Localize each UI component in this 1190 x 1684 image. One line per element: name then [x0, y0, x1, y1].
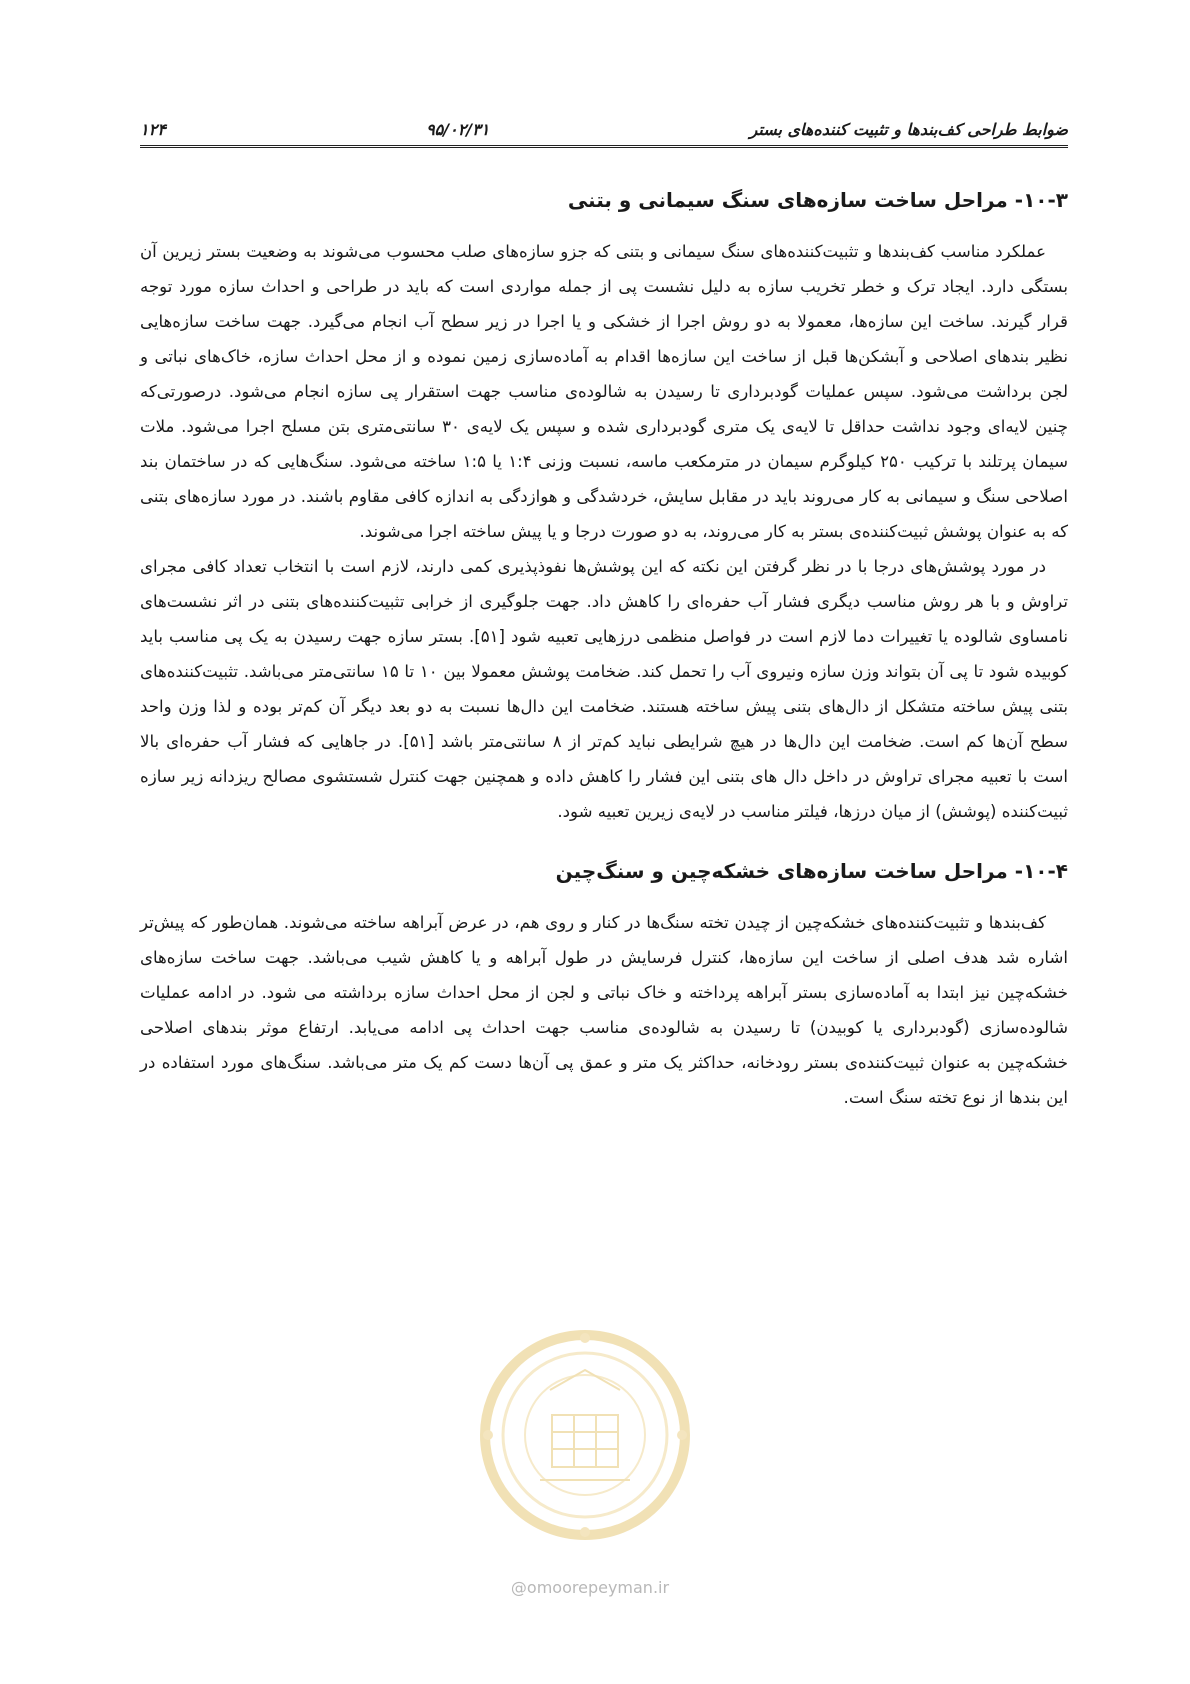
page-number: ۱۲۴ — [140, 120, 166, 139]
site-watermark: @omoorepeyman.ir — [510, 1578, 670, 1597]
document-page — [140, 120, 1068, 1115]
section-heading-10-3: ۱۰-۳- مراحل ساخت سازه‌های سنگ سیمانی و بتنی — [567, 188, 1068, 212]
header-title: ضوابط طراحی کف‌بندها و تثبیت کننده‌های بستر — [749, 120, 1068, 139]
running-header — [140, 120, 1068, 148]
header-date: ۹۵/۰۲/۳۱ — [426, 120, 490, 139]
paragraph: عملکرد مناسب کف‌بندها و تثبیت‌کننده‌های سنگ سیمانی و بتنی که جزو سازه‌های صلب محسوب می‌شوند به وضعیت بستر زیرین آن بستگی دارد. ایجاد ترک و خطر تخریب سازه به دلیل نشست پی از جمله مواردی است که باید در طراحی و احداث سازه مورد توجه قرار گیرند. ساخت این سازه‌ها، معمولا به دو روش اجرا از خشکی و یا اجرا در زیر سطح آب انجام می‌گیرد. جهت ساخت سازه‌هایی نظیر بندهای اصلاحی و آبشکن‌ها قبل از ساخت این سازه‌ها اقدام به آماده‌سازی زمین نموده و از محل احداث سازه، خاک‌های نباتی و لجن برداشت می‌شود. سپس عملیات گودبرداری تا رسیدن به شالوده‌ی مناسب جهت استقرار پی سازه انجام می‌شود. درصورتی‌که چنین لایه‌ای وجود نداشت حداقل تا لایه‌ی یک متری گودبرداری شده و سپس یک لایه‌ی ۳۰ سانتی‌متری بتن مسلح اجرا می‌شود. ملات سیمان پرتلند با ترکیب ۲۵۰ کیلوگرم سیمان در مترمکعب ماسه، نسبت وزنی ۱:۴ یا ۱:۵ ساخته می‌شود. سنگ‌هایی که در ساختمان بند اصلاحی سنگ و سیمانی به کار می‌روند باید در مقابل سایش، خردشدگی و هوازدگی به اندازه کافی مقاوم باشند. در مورد سازه‌های بتنی که به عنوان پوشش ثبیت‌کننده‌ی بستر به کار می‌روند، به دو صورت درجا و یا پیش ساخته اجرا می‌شوند. — [140, 242, 1068, 541]
section-heading-10-4: ۱۰-۴- مراحل ساخت سازه‌های خشکه‌چین و سنگ‌چین — [555, 859, 1068, 883]
watermark-seal-icon — [470, 1320, 700, 1550]
paragraph: کف‌بندها و تثبیت‌کننده‌های خشکه‌چین از چیدن تخته سنگ‌ها در کنار و روی هم، در عرض آبراهه ساخته می‌شوند. همان‌طور که پیش‌تر اشاره شد هدف اصلی از ساخت این سازه‌ها، کنترل فرسایش در طول آبراهه و یا کاهش شیب می‌باشد. جهت ساخت سازه‌های خشکه‌چین نیز ابتدا به آماده‌سازی بستر آبراهه پرداخته و خاک نباتی و لجن از محل احداث سازه برداشته می شود. در ادامه عملیات شالوده‌سازی (گودبرداری یا کوبیدن) تا رسیدن به شالوده‌ی مناسب جهت احداث پی ادامه می‌یابد. ارتفاع موثر بندهای اصلاحی خشکه‌چین به عنوان ثبیت‌کننده‌ی بستر رودخانه، حداکثر یک متر و عمق پی آن‌ها دست کم یک متر می‌باشد. سنگ‌های مورد استفاده در این بندها از نوع تخته سنگ است. — [140, 913, 1068, 1107]
paragraph: در مورد پوشش‌های درجا با در نظر گرفتن این نکته که این پوشش‌ها نفوذپذیری کمی دارند، لازم است با انتخاب تعداد کافی مجرای تراوش و با هر روش مناسب دیگری فشار آب حفره‌ای را کاهش داد. جهت جلوگیری از خرابی تثبیت‌کننده‌های بتنی در اثر نشست‌های نامساوی شالوده یا تغییرات دما لازم است در فواصل منظمی درزهایی تعبیه شود [۵۱]. بستر سازه جهت رسیدن به یک پی مناسب باید کوبیده شود تا پی آن بتواند وزن سازه ونیروی آب را تحمل کند. ضخامت پوشش معمولا بین ۱۰ تا ۱۵ سانتی‌متر می‌باشد. تثبیت‌کننده‌های بتنی پیش ساخته متشکل از دال‌های بتنی پیش ساخته هستند. ضخامت این دال‌ها نسبت به دو بعد دیگر آن کم‌تر بوده و لذا وزن واحد سطح آن‌ها کم است. ضخامت این دال‌ها در هیچ شرایطی نباید کم‌تر از ۸ سانتی‌متر باشد [۵۱]. در جاهایی که فشار آب حفره‌ای بالا است با تعبیه مجرای تراوش در داخل دال های بتنی این فشار را کاهش داده و همچنین جهت کنترل شستشوی مصالح ریزدانه زیر سازه ثبیت‌کننده (پوشش) از میان درزها، فیلتر مناسب در لایه‌ی زیرین تعبیه شود. — [140, 557, 1069, 821]
